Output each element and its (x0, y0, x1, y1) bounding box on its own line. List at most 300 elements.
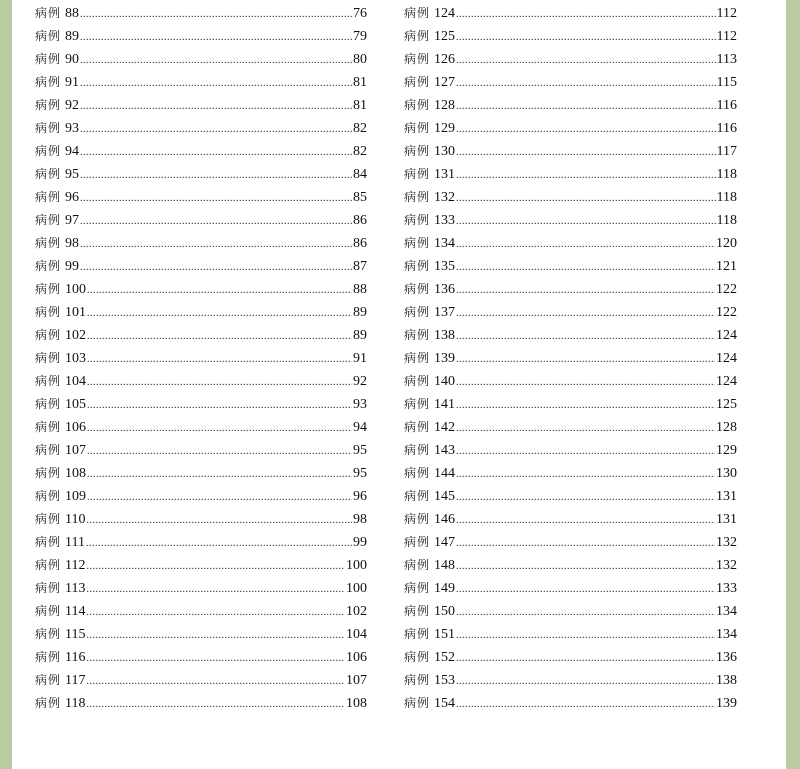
entry-page-number: 130 (716, 466, 737, 481)
dot-leader (456, 164, 716, 187)
dot-leader (456, 49, 716, 72)
dot-leader (456, 417, 715, 440)
entry-page-number: 133 (716, 581, 737, 596)
entry-case-number: 138 (434, 328, 456, 343)
entry-page-number: 86 (353, 236, 367, 251)
dot-leader (456, 210, 716, 233)
entry-page-number: 124 (716, 374, 737, 389)
entry-page-number: 79 (353, 29, 367, 44)
entry-page-number: 106 (346, 650, 367, 665)
toc-entry[interactable] (35, 623, 367, 646)
entry-page-number: 117 (716, 144, 737, 159)
dot-leader (456, 601, 715, 624)
entry-case-number: 109 (65, 489, 87, 504)
entry-case-number: 146 (434, 512, 456, 527)
entry-page-number: 132 (716, 535, 737, 550)
entry-prefix: 病例 (404, 190, 431, 204)
dot-leader (456, 141, 716, 164)
entry-page-number: 88 (353, 282, 367, 297)
toc-entry[interactable] (35, 186, 367, 209)
entry-page-number: 82 (353, 144, 367, 159)
entry-case-number: 129 (434, 121, 456, 136)
entry-page-number: 115 (716, 75, 737, 90)
entry-page-number: 118 (716, 167, 737, 182)
entry-case-number: 151 (434, 627, 456, 642)
entry-case-number: 99 (65, 259, 80, 274)
entry-page-number: 86 (353, 213, 367, 228)
entry-page-number: 104 (346, 627, 367, 642)
entry-prefix: 病例 (404, 558, 431, 572)
entry-case-number: 115 (65, 627, 86, 642)
dot-leader (87, 601, 346, 624)
toc-entry[interactable] (404, 232, 737, 255)
entry-page-number: 82 (353, 121, 367, 136)
entry-page-number: 98 (353, 512, 367, 527)
entry-prefix: 病例 (35, 351, 62, 365)
page-border-right (786, 0, 800, 769)
entry-case-number: 134 (434, 236, 456, 251)
entry-prefix: 病例 (35, 581, 62, 595)
dot-leader (456, 647, 715, 670)
entry-case-number: 94 (65, 144, 80, 159)
toc-entry[interactable] (35, 554, 367, 577)
toc-entry[interactable] (35, 669, 367, 692)
toc-entry[interactable] (35, 577, 367, 600)
entry-case-number: 132 (434, 190, 456, 205)
entry-page-number: 136 (716, 650, 737, 665)
entry-prefix: 病例 (404, 696, 431, 710)
toc-entry[interactable] (404, 577, 737, 600)
toc-entry[interactable] (35, 646, 367, 669)
entry-case-number: 88 (65, 6, 80, 21)
entry-prefix: 病例 (35, 75, 62, 89)
toc-entry[interactable] (35, 347, 367, 370)
entry-prefix: 病例 (35, 305, 62, 319)
toc-entry[interactable] (404, 370, 737, 393)
entry-prefix: 病例 (404, 604, 431, 618)
entry-prefix: 病例 (404, 305, 431, 319)
toc-entry[interactable] (404, 2, 737, 25)
entry-case-number: 108 (65, 466, 87, 481)
entry-prefix: 病例 (404, 29, 431, 43)
toc-entry[interactable] (35, 2, 367, 25)
entry-prefix: 病例 (35, 489, 62, 503)
toc-entry[interactable] (35, 117, 367, 140)
entry-prefix: 病例 (35, 190, 62, 204)
dot-leader (80, 49, 352, 72)
toc-entry[interactable] (35, 692, 367, 715)
dot-leader (87, 509, 353, 532)
entry-prefix: 病例 (404, 98, 431, 112)
dot-leader (87, 624, 346, 647)
entry-page-number: 84 (353, 167, 367, 182)
entry-prefix: 病例 (35, 627, 62, 641)
entry-prefix: 病例 (404, 627, 431, 641)
entry-page-number: 122 (716, 282, 737, 297)
dot-leader (456, 486, 715, 509)
toc-column-right (404, 2, 737, 715)
entry-prefix: 病例 (404, 535, 431, 549)
entry-prefix: 病例 (35, 144, 62, 158)
entry-case-number: 93 (65, 121, 80, 136)
dot-leader (87, 578, 346, 601)
entry-page-number: 112 (716, 6, 737, 21)
entry-prefix: 病例 (35, 443, 62, 457)
toc-entry[interactable] (35, 209, 367, 232)
entry-case-number: 139 (434, 351, 456, 366)
toc-entry[interactable] (404, 71, 737, 94)
dot-leader (87, 693, 346, 716)
entry-case-number: 100 (65, 282, 87, 297)
entry-page-number: 108 (346, 696, 367, 711)
toc-entry[interactable] (404, 324, 737, 347)
dot-leader (456, 509, 715, 532)
dot-leader (456, 555, 715, 578)
toc-entry[interactable] (35, 324, 367, 347)
entry-prefix: 病例 (35, 29, 62, 43)
toc-entry[interactable] (404, 347, 737, 370)
dot-leader (456, 532, 715, 555)
entry-page-number: 94 (353, 420, 367, 435)
entry-prefix: 病例 (35, 650, 62, 664)
dot-leader (80, 233, 352, 256)
toc-entry[interactable] (404, 485, 737, 508)
entry-page-number: 96 (353, 489, 367, 504)
toc-entry[interactable] (35, 278, 367, 301)
toc-entry[interactable] (404, 301, 737, 324)
entry-case-number: 126 (434, 52, 456, 67)
toc-entry[interactable] (404, 439, 737, 462)
entry-page-number: 95 (353, 443, 367, 458)
toc-entry[interactable] (404, 416, 737, 439)
toc-entry[interactable] (404, 163, 737, 186)
toc-column-left (35, 2, 367, 715)
entry-prefix: 病例 (404, 236, 431, 250)
dot-leader (456, 233, 715, 256)
entry-page-number: 92 (353, 374, 367, 389)
entry-prefix: 病例 (35, 236, 62, 250)
entry-prefix: 病例 (404, 512, 431, 526)
toc-entry[interactable] (404, 48, 737, 71)
toc-entry[interactable] (404, 94, 737, 117)
entry-page-number: 120 (716, 236, 737, 251)
toc-entry[interactable] (35, 393, 367, 416)
toc-entry[interactable] (35, 48, 367, 71)
entry-case-number: 114 (65, 604, 86, 619)
entry-prefix: 病例 (35, 466, 62, 480)
toc-entry[interactable] (35, 439, 367, 462)
entry-case-number: 127 (434, 75, 456, 90)
entry-prefix: 病例 (35, 420, 62, 434)
toc-entry[interactable] (404, 692, 737, 715)
toc-entry[interactable] (404, 623, 737, 646)
entry-page-number: 134 (716, 604, 737, 619)
document-page (12, 0, 786, 769)
dot-leader (86, 532, 352, 555)
entry-page-number: 81 (353, 98, 367, 113)
toc-entry[interactable] (404, 600, 737, 623)
dot-leader (456, 463, 715, 486)
dot-leader (456, 187, 716, 210)
entry-prefix: 病例 (404, 75, 431, 89)
entry-page-number: 99 (353, 535, 367, 550)
entry-prefix: 病例 (404, 489, 431, 503)
entry-prefix: 病例 (35, 512, 62, 526)
entry-case-number: 130 (434, 144, 456, 159)
entry-case-number: 111 (65, 535, 85, 550)
dot-leader (87, 371, 352, 394)
entry-page-number: 138 (716, 673, 737, 688)
toc-entry[interactable] (404, 669, 737, 692)
dot-leader (87, 555, 346, 578)
entry-case-number: 90 (65, 52, 80, 67)
entry-page-number: 116 (716, 121, 737, 136)
entry-case-number: 112 (65, 558, 86, 573)
entry-prefix: 病例 (404, 466, 431, 480)
entry-page-number: 93 (353, 397, 367, 412)
entry-case-number: 106 (65, 420, 87, 435)
entry-case-number: 113 (65, 581, 86, 596)
entry-page-number: 124 (716, 351, 737, 366)
entry-page-number: 95 (353, 466, 367, 481)
entry-page-number: 128 (716, 420, 737, 435)
entry-case-number: 125 (434, 29, 456, 44)
dot-leader (80, 141, 352, 164)
entry-case-number: 98 (65, 236, 80, 251)
entry-page-number: 131 (716, 512, 737, 527)
entry-case-number: 144 (434, 466, 456, 481)
dot-leader (80, 72, 352, 95)
entry-case-number: 148 (434, 558, 456, 573)
dot-leader (87, 463, 352, 486)
dot-leader (80, 3, 352, 26)
entry-page-number: 100 (346, 558, 367, 573)
dot-leader (456, 302, 715, 325)
dot-leader (456, 118, 716, 141)
entry-case-number: 131 (434, 167, 456, 182)
entry-prefix: 病例 (35, 673, 62, 687)
entry-case-number: 136 (434, 282, 456, 297)
entry-page-number: 112 (716, 29, 737, 44)
toc-entry[interactable] (404, 278, 737, 301)
entry-prefix: 病例 (35, 121, 62, 135)
entry-case-number: 145 (434, 489, 456, 504)
entry-prefix: 病例 (404, 581, 431, 595)
entry-page-number: 122 (716, 305, 737, 320)
entry-page-number: 121 (716, 259, 737, 274)
entry-case-number: 133 (434, 213, 456, 228)
toc-entry[interactable] (35, 531, 367, 554)
entry-prefix: 病例 (404, 673, 431, 687)
dot-leader (456, 578, 715, 601)
entry-case-number: 149 (434, 581, 456, 596)
toc-entry[interactable] (35, 255, 367, 278)
toc-entry[interactable] (404, 554, 737, 577)
dot-leader (87, 486, 352, 509)
dot-leader (87, 670, 346, 693)
toc-entry[interactable] (35, 485, 367, 508)
entry-page-number: 131 (716, 489, 737, 504)
entry-prefix: 病例 (404, 328, 431, 342)
entry-case-number: 118 (65, 696, 86, 711)
entry-prefix: 病例 (404, 121, 431, 135)
dot-leader (80, 256, 352, 279)
dot-leader (456, 371, 715, 394)
dot-leader (87, 417, 352, 440)
entry-case-number: 104 (65, 374, 87, 389)
dot-leader (456, 3, 716, 26)
toc-entry[interactable] (404, 117, 737, 140)
entry-case-number: 110 (65, 512, 86, 527)
toc-entry[interactable] (404, 209, 737, 232)
dot-leader (87, 279, 352, 302)
toc-entry[interactable] (404, 646, 737, 669)
entry-prefix: 病例 (35, 558, 62, 572)
entry-prefix: 病例 (35, 259, 62, 273)
dot-leader (456, 325, 715, 348)
toc-entry[interactable] (404, 393, 737, 416)
entry-page-number: 81 (353, 75, 367, 90)
entry-page-number: 132 (716, 558, 737, 573)
dot-leader (456, 440, 715, 463)
entry-page-number: 89 (353, 328, 367, 343)
entry-case-number: 140 (434, 374, 456, 389)
toc-entry[interactable] (35, 600, 367, 623)
dot-leader (87, 325, 352, 348)
entry-page-number: 118 (716, 213, 737, 228)
entry-prefix: 病例 (35, 604, 62, 618)
entry-page-number: 134 (716, 627, 737, 642)
toc-entry[interactable] (404, 255, 737, 278)
toc-entry[interactable] (404, 25, 737, 48)
entry-case-number: 137 (434, 305, 456, 320)
entry-case-number: 117 (65, 673, 86, 688)
entry-case-number: 124 (434, 6, 456, 21)
entry-prefix: 病例 (35, 98, 62, 112)
toc-entry[interactable] (35, 370, 367, 393)
entry-page-number: 118 (716, 190, 737, 205)
entry-prefix: 病例 (404, 282, 431, 296)
entry-page-number: 129 (716, 443, 737, 458)
entry-prefix: 病例 (404, 6, 431, 20)
entry-page-number: 91 (353, 351, 367, 366)
toc-entry[interactable] (404, 531, 737, 554)
entry-case-number: 102 (65, 328, 87, 343)
entry-prefix: 病例 (35, 374, 62, 388)
dot-leader (87, 647, 346, 670)
dot-leader (456, 394, 715, 417)
toc-entry[interactable] (35, 508, 367, 531)
entry-prefix: 病例 (35, 282, 62, 296)
entry-case-number: 89 (65, 29, 80, 44)
dot-leader (456, 670, 715, 693)
entry-prefix: 病例 (35, 397, 62, 411)
entry-page-number: 113 (716, 52, 737, 67)
entry-prefix: 病例 (404, 167, 431, 181)
toc-entry[interactable] (35, 301, 367, 324)
entry-case-number: 91 (65, 75, 80, 90)
toc-entry[interactable] (404, 462, 737, 485)
entry-case-number: 116 (65, 650, 86, 665)
entry-prefix: 病例 (404, 443, 431, 457)
entry-prefix: 病例 (35, 696, 62, 710)
dot-leader (80, 95, 352, 118)
dot-leader (80, 26, 352, 49)
toc-entry[interactable] (35, 94, 367, 117)
page-border-left (0, 0, 12, 769)
dot-leader (456, 693, 715, 716)
entry-case-number: 142 (434, 420, 456, 435)
entry-page-number: 89 (353, 305, 367, 320)
entry-case-number: 97 (65, 213, 80, 228)
dot-leader (456, 72, 716, 95)
entry-page-number: 124 (716, 328, 737, 343)
entry-page-number: 85 (353, 190, 367, 205)
entry-case-number: 101 (65, 305, 87, 320)
dot-leader (87, 440, 352, 463)
entry-case-number: 135 (434, 259, 456, 274)
entry-case-number: 147 (434, 535, 456, 550)
entry-case-number: 152 (434, 650, 456, 665)
entry-page-number: 102 (346, 604, 367, 619)
toc-entry[interactable] (35, 71, 367, 94)
dot-leader (456, 279, 715, 302)
entry-page-number: 100 (346, 581, 367, 596)
entry-prefix: 病例 (404, 52, 431, 66)
toc-entry[interactable] (404, 508, 737, 531)
entry-case-number: 150 (434, 604, 456, 619)
toc-entry[interactable] (35, 232, 367, 255)
dot-leader (456, 348, 715, 371)
entry-case-number: 96 (65, 190, 80, 205)
toc-entry[interactable] (35, 416, 367, 439)
entry-prefix: 病例 (404, 144, 431, 158)
entry-page-number: 107 (346, 673, 367, 688)
entry-case-number: 95 (65, 167, 80, 182)
entry-page-number: 125 (716, 397, 737, 412)
entry-prefix: 病例 (35, 52, 62, 66)
dot-leader (87, 302, 352, 325)
toc-entry[interactable] (35, 462, 367, 485)
entry-prefix: 病例 (404, 397, 431, 411)
dot-leader (80, 210, 352, 233)
entry-case-number: 141 (434, 397, 456, 412)
dot-leader (80, 187, 352, 210)
entry-prefix: 病例 (404, 650, 431, 664)
entry-case-number: 107 (65, 443, 87, 458)
dot-leader (87, 348, 352, 371)
entry-prefix: 病例 (35, 535, 62, 549)
entry-case-number: 105 (65, 397, 87, 412)
toc-entry[interactable] (35, 163, 367, 186)
entry-page-number: 80 (353, 52, 367, 67)
entry-page-number: 87 (353, 259, 367, 274)
dot-leader (456, 256, 715, 279)
entry-page-number: 116 (716, 98, 737, 113)
entry-case-number: 154 (434, 696, 456, 711)
toc-entry[interactable] (35, 25, 367, 48)
entry-page-number: 139 (716, 696, 737, 711)
dot-leader (80, 164, 352, 187)
dot-leader (456, 624, 715, 647)
dot-leader (456, 95, 716, 118)
entry-prefix: 病例 (404, 259, 431, 273)
entry-prefix: 病例 (35, 167, 62, 181)
entry-prefix: 病例 (35, 213, 62, 227)
toc-entry[interactable] (404, 140, 737, 163)
toc-entry[interactable] (35, 140, 367, 163)
toc-entry[interactable] (404, 186, 737, 209)
